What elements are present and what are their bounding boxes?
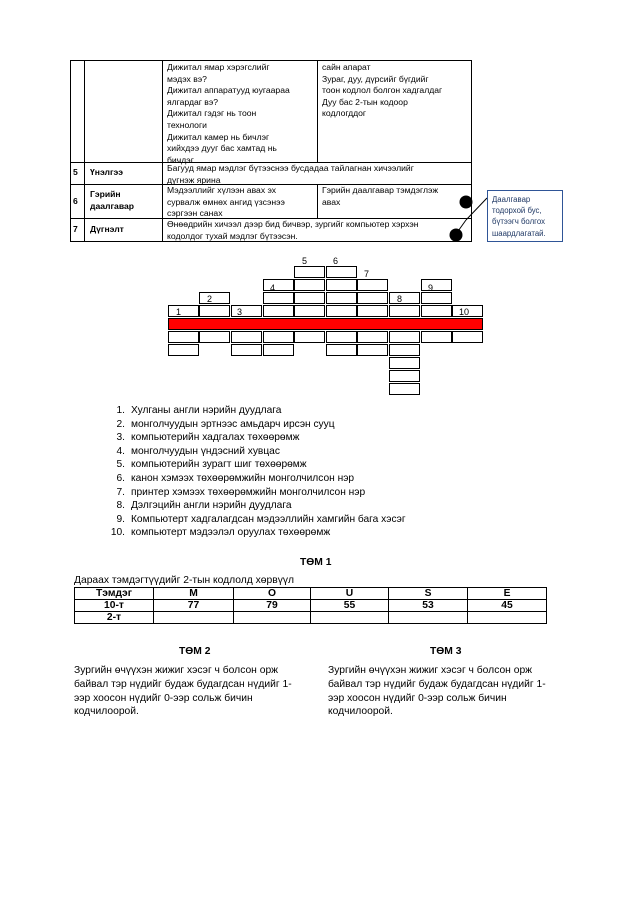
- crossword-cell[interactable]: [357, 305, 388, 317]
- table-row: [75, 588, 547, 600]
- row-number: 5: [73, 167, 78, 177]
- row1-activity-line: Дижитал аппаратууд юугаараа: [167, 85, 290, 96]
- task2-heading: ТӨМ 2: [179, 646, 211, 657]
- crossword-cell[interactable]: [421, 331, 452, 343]
- task3-line: ээр хоосон нүдийг 0-ээр сольж бичин: [328, 692, 507, 704]
- clue-item: [104, 418, 406, 432]
- clue-text: монголчуудын эртнээс амьдарч ирсэн сууц: [131, 418, 335, 430]
- task1-instruction: Дараах тэмдэгтүүдийг 2-тын кодлолд хөрвүүл: [74, 575, 295, 586]
- task2-text: [74, 664, 292, 719]
- row2-activity-line: Багууд ямар мэдлэг бүтээснээ бусдадаа тайлагнан хичээлийг: [167, 163, 414, 173]
- crossword-cell[interactable]: [421, 279, 452, 291]
- table-cell: 2-т: [75, 612, 154, 624]
- clue-item: [104, 472, 406, 486]
- answer-cell[interactable]: [468, 612, 547, 624]
- table-header-cell: U: [311, 588, 389, 600]
- row1-activity-line: мэдэх вэ?: [167, 73, 207, 84]
- crossword-cell[interactable]: [263, 279, 294, 291]
- row3-result-line: авах: [322, 196, 341, 207]
- crossword-cell[interactable]: [263, 344, 294, 356]
- table-cell: 77: [154, 600, 234, 612]
- crossword-clues: [104, 404, 406, 540]
- crossword-grid: [0, 0, 638, 400]
- clue-number: 5.: [116, 459, 125, 471]
- task1-heading: ТӨМ 1: [300, 557, 332, 568]
- row1-result-line: Дуу бас 2-тын кодоор: [322, 96, 408, 107]
- crossword-cell[interactable]: [452, 331, 483, 343]
- crossword-cell[interactable]: [326, 279, 357, 291]
- clue-text: принтер хэмээх төхөөрөмжийн монголчилсон нэр: [131, 486, 366, 498]
- row1-activity-line: Дижитал камер нь бичлэг: [167, 131, 270, 142]
- crossword-cell[interactable]: [294, 292, 325, 304]
- crossword-cell[interactable]: [199, 292, 230, 304]
- row3-result-line: Гэрийн даалгавар тэмдэглэж: [322, 185, 439, 195]
- clue-item: [104, 458, 406, 472]
- crossword-number: 2: [207, 294, 213, 304]
- clue-item: [104, 486, 406, 500]
- task3-line: кодчилоорой.: [328, 706, 393, 718]
- row1-activity-line: хийхдээ дууг бас хамтад нь: [167, 143, 277, 154]
- crossword-cell[interactable]: [421, 292, 452, 304]
- crossword-cell[interactable]: [389, 292, 420, 304]
- crossword-cell[interactable]: [326, 331, 357, 343]
- task2-line: ээр хоосон нүдийг 0-ээр сольж бичин: [74, 692, 253, 704]
- crossword-cell[interactable]: [168, 305, 199, 317]
- task3-line: Зургийн өчүүхэн жижиг хэсэг ч болсон орж: [328, 665, 533, 676]
- crossword-number: 4: [270, 283, 276, 293]
- crossword-number: 9: [428, 283, 434, 293]
- crossword-cell[interactable]: [389, 383, 420, 395]
- crossword-number: 8: [397, 294, 403, 304]
- clue-number: 9.: [116, 513, 125, 525]
- clue-number: 4.: [116, 445, 125, 457]
- crossword-cell[interactable]: [263, 292, 294, 304]
- clue-number: 7.: [116, 486, 125, 498]
- row1-result-line: сайн апарат: [322, 62, 371, 72]
- task3-line: байвал тэр нүдийг будаж будагдсан нүдийг 1-: [328, 678, 546, 690]
- clue-number: 1.: [116, 405, 125, 416]
- stage-label: Үнэлгээ: [90, 167, 124, 177]
- row4-activity-line: кодолдог тухай мэдлэг бүтээсэн.: [167, 230, 298, 241]
- crossword-number: 7: [364, 269, 370, 279]
- table-cell: 45: [468, 600, 547, 612]
- crossword-cell[interactable]: [357, 331, 388, 343]
- clue-item: [104, 513, 406, 527]
- crossword-cell[interactable]: [263, 305, 294, 317]
- row1-result-line: Зураг, дуу, дүрсийг бүгдийг: [322, 73, 429, 84]
- crossword-cell[interactable]: [357, 292, 388, 304]
- crossword-cell[interactable]: [421, 305, 452, 317]
- crossword-cell[interactable]: [231, 344, 262, 356]
- crossword-cell[interactable]: [294, 331, 325, 343]
- crossword-number: 5: [302, 256, 308, 266]
- crossword-cell[interactable]: [199, 331, 230, 343]
- row3-activity-line: сэргээн санах: [167, 208, 223, 219]
- clue-text: монголчуудын үндэсний хувцас: [131, 445, 280, 457]
- callout-line: Даалгавар: [492, 195, 531, 204]
- row1-activity-line: ялгардаг вэ?: [167, 96, 219, 107]
- table-row: [75, 600, 547, 612]
- crossword-cell[interactable]: [326, 344, 357, 356]
- crossword-keyword-row: [168, 318, 483, 330]
- crossword-cell[interactable]: [326, 292, 357, 304]
- row1-activity-line: технологи: [167, 119, 207, 130]
- table-cell: 53: [389, 600, 468, 612]
- clue-text: Компьютерт хадгалагдсан мэдээллийн хамгийн бага хэсэг: [131, 513, 406, 525]
- crossword-cell[interactable]: [294, 279, 325, 291]
- table-cell: 79: [234, 600, 311, 612]
- crossword-cell[interactable]: [389, 331, 420, 343]
- row1-activity-line: Дижитал гэдэг нь тоон: [167, 108, 257, 119]
- row3-activity-line: сурвалж өмнөх ангид үзсэнээ: [167, 196, 285, 207]
- crossword-cell[interactable]: [168, 344, 199, 356]
- crossword-number: 6: [333, 256, 339, 266]
- clue-item: [104, 499, 406, 513]
- row1-activity-line: бичдэг.: [167, 154, 196, 165]
- clue-text: Дэлгэцийн англи нэрийн дуудлага: [131, 500, 292, 512]
- clue-number: 10.: [110, 527, 125, 539]
- crossword-cell[interactable]: [326, 266, 357, 278]
- crossword-cell[interactable]: [263, 331, 294, 343]
- crossword-cell[interactable]: [357, 344, 388, 356]
- crossword-cell[interactable]: [199, 305, 230, 317]
- crossword-cell[interactable]: [294, 266, 325, 278]
- table-header-cell: O: [234, 588, 311, 600]
- answer-cell[interactable]: [234, 612, 311, 624]
- crossword-number: 3: [237, 307, 243, 317]
- callout-line: шаардлагатай.: [492, 228, 546, 238]
- table-header-cell: M: [154, 588, 234, 600]
- clue-number: 6.: [116, 472, 125, 484]
- row1-result-line: кодлогддог: [322, 108, 367, 119]
- answer-cell[interactable]: [311, 612, 389, 624]
- callout-line: тодорхой бус,: [492, 206, 542, 216]
- task3-text: [328, 664, 546, 719]
- row2-activity-line: дүгнэж ярина: [167, 174, 221, 185]
- clue-text: компьютерийн зурагт шиг төхөөрөмж: [131, 459, 307, 471]
- task2-line: кодчилоорой.: [74, 706, 139, 718]
- clue-number: 2.: [116, 418, 125, 430]
- crossword-number: 10: [459, 307, 470, 317]
- row-number: 6: [73, 196, 78, 206]
- clue-text: компьютерийн хадгалах төхөөрөмж: [131, 432, 300, 444]
- table-cell: 10-т: [75, 600, 154, 612]
- answer-cell[interactable]: [154, 612, 234, 624]
- table-cell: 55: [311, 600, 389, 612]
- stage-label: Дүгнэлт: [90, 224, 124, 234]
- row4-activity-line: Өнөөдрийн хичээл дээр бид бичвэр, зургийг компьютер хэрхэн: [167, 219, 419, 229]
- table-header-cell: E: [468, 588, 547, 600]
- clue-text: компьютерт мэдээлэл оруулах төхөөрөмж: [131, 527, 331, 539]
- clue-number: 8.: [116, 500, 125, 512]
- clue-item: [104, 431, 406, 445]
- crossword-cell[interactable]: [168, 331, 199, 343]
- crossword-cell[interactable]: [389, 305, 420, 317]
- stage-label: Гэрийн даалгавар: [90, 189, 135, 211]
- crossword-cell[interactable]: [294, 305, 325, 317]
- task2-line: байвал тэр нүдийг будаж будагдсан нүдийг 1-: [74, 678, 292, 690]
- table-header-cell: S: [389, 588, 468, 600]
- crossword-cell[interactable]: [357, 279, 388, 291]
- clue-text: Хулганы англи нэрийн дуудлага: [131, 405, 282, 416]
- task3-heading: ТӨМ 3: [430, 646, 462, 657]
- row-number: 7: [73, 224, 78, 234]
- crossword-cell[interactable]: [389, 344, 420, 356]
- crossword-cell[interactable]: [389, 357, 420, 369]
- clue-number: 3.: [116, 432, 125, 444]
- clue-text: канон хэмээх төхөөрөмжийн монголчилсон нэр: [131, 472, 355, 484]
- table-row: [75, 612, 547, 624]
- row1-result-line: тоон кодлол болгон хадгалдаг: [322, 85, 443, 96]
- row1-activity-line: Дижитал ямар хэрэгслийг: [167, 62, 270, 72]
- crossword-cell[interactable]: [231, 305, 262, 317]
- clue-item: [104, 445, 406, 459]
- crossword-cell[interactable]: [326, 305, 357, 317]
- crossword-cell[interactable]: [389, 370, 420, 382]
- row3-activity-line: Мэдээллийг хүлээн авах эх: [167, 185, 277, 195]
- task2-line: Зургийн өчүүхэн жижиг хэсэг ч болсон орж: [74, 665, 279, 676]
- answer-cell[interactable]: [389, 612, 468, 624]
- clue-item: [104, 404, 406, 418]
- callout-line: бүтээгч болгох: [492, 217, 545, 227]
- table-header-cell: Тэмдэг: [75, 588, 154, 600]
- binary-code-table: [74, 587, 547, 624]
- clue-item: [104, 526, 406, 540]
- crossword-cell[interactable]: [231, 331, 262, 343]
- crossword-number: 1: [176, 307, 182, 317]
